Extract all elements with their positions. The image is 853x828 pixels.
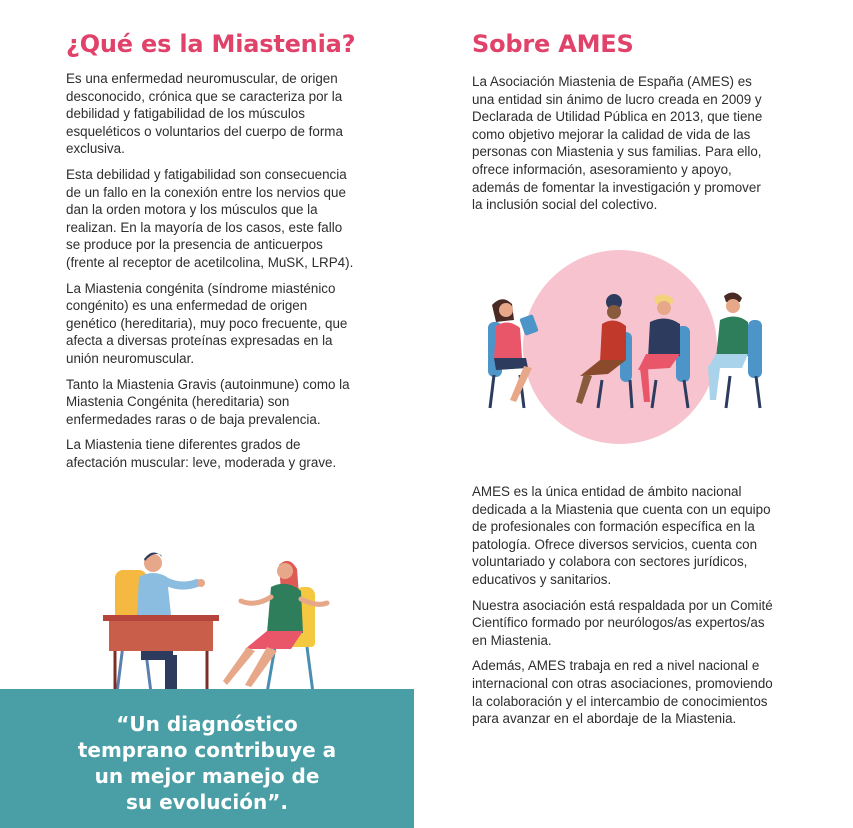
quote-line: un mejor manejo de	[94, 764, 320, 788]
support-group-illustration	[480, 250, 780, 450]
paragraph: Además, AMES trabaja en red a nivel nacional e internacional con otras asociaciones, promoviendo la colaboración y el intercambio de conocimientos para avanzar en el abordaje de la Miastenia.	[472, 658, 773, 727]
paragraph: La Asociación Miastenia de España (AMES) es una entidad sin ánimo de lucro creada en 2009 y Declarada de Utilidad Pública en 2013, que tiene como objetivo mejorar la calidad de vida de las personas con Miastenia y sus familias. Para ello, ofrece información, asesoramiento y apoyo, además de fomentar la investigación y promover la inclusión social del colectivo.	[472, 74, 763, 213]
quote-line: su evolución”.	[126, 790, 288, 814]
quote-line: temprano contribuye a	[77, 738, 337, 762]
section-title-miastenia: ¿Qué es la Miastenia?	[66, 30, 356, 58]
quote-box	[0, 689, 414, 828]
quote-text	[0, 711, 414, 815]
paragraph: Tanto la Miastenia Gravis (autoinmune) como la Miastenia Congénita (hereditaria) son enfermedades raras o de baja prevalencia.	[66, 376, 350, 427]
paragraph: Es una enfermedad neuromuscular, de origen desconocido, crónica que se caracteriza por la debilidad y fatigabilidad de los músculos esqueléticos o voluntarios del cuerpo de forma exclusiva.	[66, 71, 343, 157]
quote-line: “Un diagnóstico	[116, 712, 298, 736]
miastenia-text	[66, 70, 356, 479]
paragraph: La Miastenia congénita (síndrome miasténico congénito) es una enfermedad de origen genético (hereditaria), muy poco frecuente, que afecta a diversas proteínas expresadas en la unión neuromuscular.	[66, 280, 348, 366]
doctor-patient-illustration	[95, 545, 335, 695]
section-title-ames: Sobre AMES	[472, 30, 634, 58]
paragraph: La Miastenia tiene diferentes grados de afectación muscular: leve, moderada y grave.	[66, 437, 337, 470]
ames-intro-text	[472, 73, 772, 222]
paragraph: AMES es la única entidad de ámbito nacional dedicada a la Miastenia que cuenta con un equipo de profesionales con formación específica en la patología. Ofrece diversos servicios, cuenta con voluntariado y colabora con sectores jurídicos, educativos y sanitarios.	[472, 484, 771, 587]
ames-details-text	[472, 483, 782, 736]
paragraph: Nuestra asociación está respaldada por un Comité Científico formado por neurólogos/as expertos/as en Miastenia.	[472, 597, 773, 648]
paragraph: Esta debilidad y fatigabilidad son consecuencia de un fallo en la conexión entre los nervios que dan la orden motora y los músculos que la realizan. En la mayoría de los casos, este fallo se produce por la presencia de anticuerpos (frente al receptor de acetilcolina, MuSK, LRP4).	[66, 166, 354, 270]
